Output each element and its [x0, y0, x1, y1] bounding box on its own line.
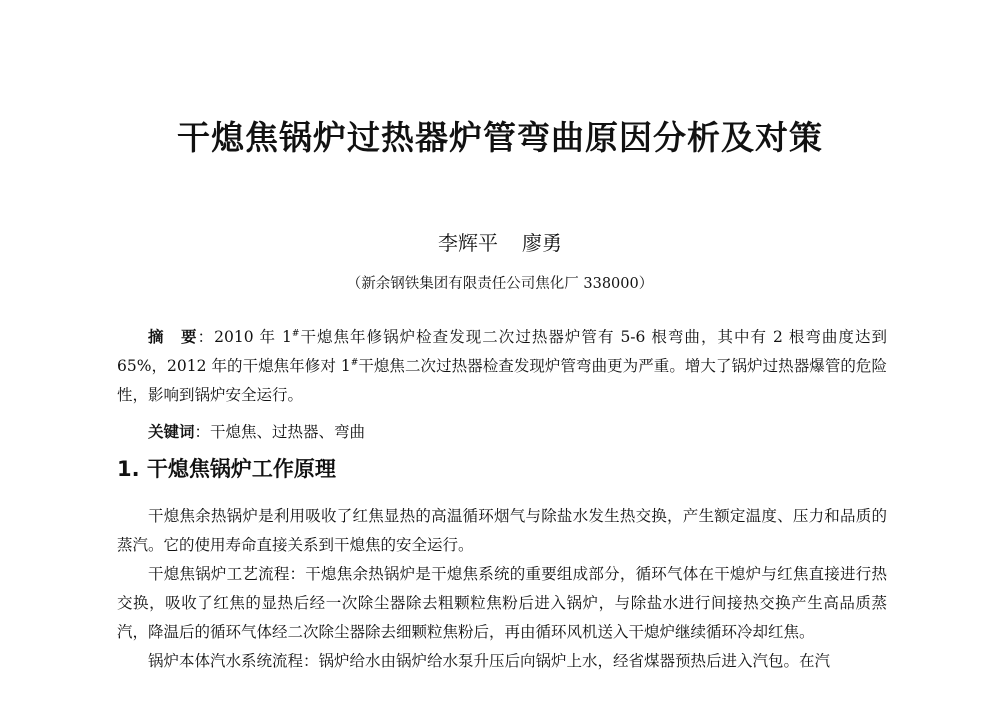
furnace-number-mark: # [291, 328, 300, 339]
keywords [117, 418, 887, 447]
keywords-text: ：干熄焦、过热器、弯曲 [194, 423, 366, 441]
affiliation: （新余钢铁集团有限责任公司焦化厂 338000） [346, 276, 654, 292]
abstract-label: 摘 要 [148, 328, 198, 346]
paper-title: 干熄焦锅炉过热器炉管弯曲原因分析及对策 [177, 118, 823, 157]
author-name: 廖勇 [522, 231, 562, 255]
keywords-label: 关键词 [148, 423, 195, 441]
author-name: 李辉平 [438, 231, 498, 255]
abstract-text: ：2010 年 1 [197, 328, 292, 346]
abstract [117, 323, 887, 410]
body-paragraph: 干熄焦余热锅炉是利用吸收了红焦显热的高温循环烟气与除盐水发生热交换，产生额定温度、压力和品质的蒸汽。它的使用寿命直接关系到干熄焦的安全运行。 [117, 507, 887, 554]
abstract-text: 干熄焦年修锅炉检查发现二次过热器炉管有 5-6 根弯曲，其中有 2 根弯曲度达到 65%，2012 年的干熄焦年修对 1 [117, 328, 887, 375]
author-list [0, 227, 1000, 256]
abstract-text: 干熄焦二次过热器检查发现炉管弯曲更为严重。增大了锅炉过热器爆管的危险性，影响到锅炉安全运行。 [117, 357, 887, 404]
section-heading: 1. 干熄焦锅炉工作原理 [117, 457, 336, 481]
section-body [117, 502, 887, 676]
furnace-number-mark: # [350, 357, 359, 368]
body-paragraph: 锅炉本体汽水系统流程：锅炉给水由锅炉给水泵升压后向锅炉上水，经省煤器预热后进入汽包。在汽 [148, 652, 831, 670]
body-paragraph: 干熄焦锅炉工艺流程：干熄焦余热锅炉是干熄焦系统的重要组成部分，循环气体在干熄炉与红焦直接进行热交换，吸收了红焦的显热后经一次除尘器除去粗颗粒焦粉后进入锅炉，与除盐水进行间接热交换产生高品质蒸汽，降温后的循环气体经二次除尘器除去细颗粒焦粉后，再由循环风机送入干熄炉继续循环冷却红焦。 [117, 565, 887, 641]
